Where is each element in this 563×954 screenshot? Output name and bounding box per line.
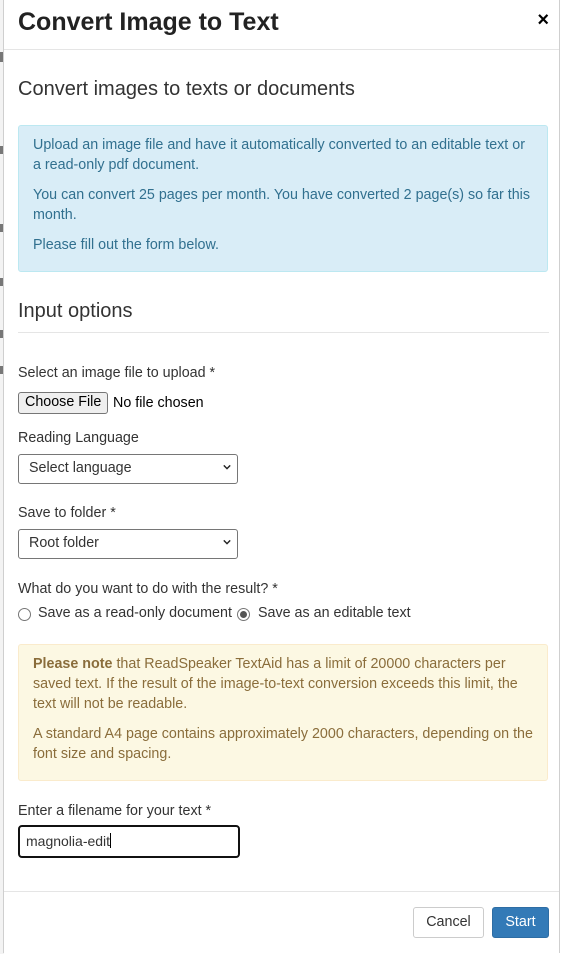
close-icon[interactable]: × [537,9,549,31]
start-button[interactable]: Start [492,907,549,938]
filename-value: magnolia-edit [26,833,111,849]
info-alert-line: You can convert 25 pages per month. You have converted 2 page(s) so far this month. [33,187,531,223]
section-divider [18,332,549,333]
save-folder-select[interactable] [18,529,238,559]
save-folder-label: Save to folder * [18,505,116,521]
file-upload-label: Select an image file to upload * [18,365,216,381]
reading-language-select[interactable] [18,454,238,484]
modal-subtitle: Convert images to texts or documents [18,78,355,100]
warning-emphasis: Please note [33,656,113,672]
radio-readonly-document[interactable] [18,608,31,621]
result-action-label: What do you want to do with the result? * [18,581,278,597]
info-alert [18,125,548,272]
reading-language-value: Select language [29,460,132,476]
cancel-button[interactable]: Cancel [413,907,484,938]
choose-file-button[interactable]: Choose File [18,392,108,414]
convert-image-modal [3,0,560,953]
warning-text: that ReadSpeaker TextAid has a limit of 20000 characters per saved text. If the result of the image-to-text conversion exceeds this limit, the text will not be readable. [33,656,518,712]
filename-label: Enter a filename for your text * [18,803,212,819]
radio-editable-label[interactable]: Save as an editable text [258,605,411,621]
warning-alert [18,644,548,781]
reading-language-label: Reading Language [18,430,139,446]
text-caret [110,833,111,848]
chevron-down-icon [223,538,231,546]
save-folder-value: Root folder [29,535,99,551]
modal-footer [4,891,559,954]
warning-alert-line: A standard A4 page contains approximately 2000 characters, depending on the font size and spacing. [33,726,533,762]
info-alert-line: Please fill out the form below. [33,237,219,253]
input-options-title: Input options [18,300,133,322]
radio-readonly-label[interactable]: Save as a read-only document [38,605,232,621]
file-status-text: No file chosen [113,395,204,411]
modal-title: Convert Image to Text [18,8,279,36]
radio-editable-text[interactable] [237,608,250,621]
chevron-down-icon [223,463,231,471]
info-alert-line: Upload an image file and have it automatically converted to an editable text or a read-only pdf document. [33,137,525,173]
modal-header [4,0,559,50]
filename-input[interactable] [18,825,240,858]
warning-alert-line [33,654,533,714]
